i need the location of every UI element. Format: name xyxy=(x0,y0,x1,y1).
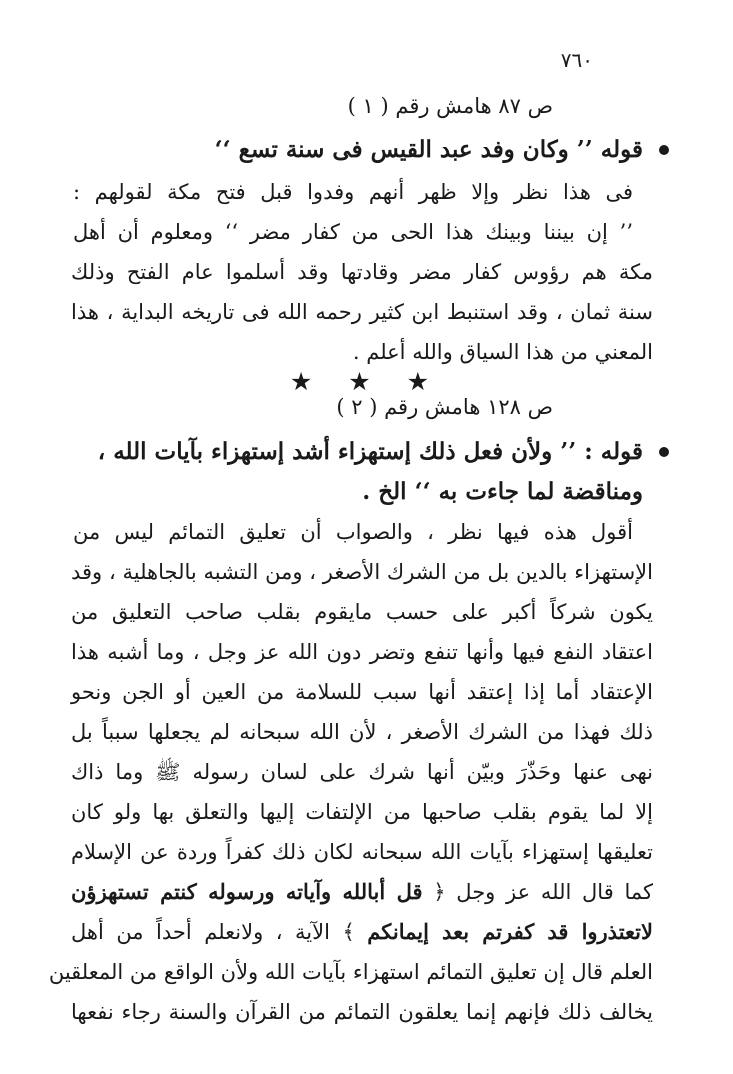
section2-quote-line1: قوله : ’’ ولأن فعل ذلك إستهزاء أشد إستهزاء بآيات الله ، xyxy=(97,438,643,465)
verse-suffix: ﴾ الآية ، ولانعلم أحداً من أهل xyxy=(71,920,355,944)
section2-quote-line2: ومناقضة لما جاءت به ‘‘ الخ . xyxy=(362,478,643,505)
section2-line: الإستهزاء بالدين بل من الشرك الأصغر ، ومن التشبه بالجاهلية ، وقد xyxy=(71,560,653,584)
verse-line-1 xyxy=(71,872,653,912)
section1-quote-text: قوله ’’ وكان وفد عبد القيس فى سنة تسع ‘‘ xyxy=(214,136,643,163)
section2-line: اعتقاد النفع فيها وأنها تنفع وتضر دون الله عز وجل ، وما أشبه هذا xyxy=(71,640,653,664)
section2-line: العلم قال إن تعليق التمائم استهزاء بآيات الله ولأن الواقع من المعلقين xyxy=(48,960,653,984)
section2-quote-continued xyxy=(73,472,643,512)
verse-text-bold: لاتعتذروا قد كفرتم بعد إيمانكم xyxy=(367,919,653,944)
verse-line-2 xyxy=(71,912,653,952)
page-number: ٧٦٠ xyxy=(560,48,593,72)
section1-line: ’’ إن بيننا وبينك هذا الحى من كفار مضر ‘‘ ومعلوم أن أهل xyxy=(73,220,633,244)
section2-line: إلا لما يقوم بقلب صاحبها من الإلتفات إليها والتعلق بها ولو كان xyxy=(71,800,653,824)
section2-line: نهى عنها وحَذّرَ وبيّن أنها شرك على لسان رسوله ﷺ وما ذاك xyxy=(71,760,653,784)
section1-quote xyxy=(73,130,643,170)
bullet-icon xyxy=(659,447,669,457)
section2-line: تعليقها إستهزاء بآيات الله سبحانه لكان ذلك كفراً وردة عن الإسلام xyxy=(71,840,653,864)
section2-reference: ص ١٢٨ هامش رقم ( ٢ ) xyxy=(336,395,553,419)
section2-line: أقول هذه فيها نظر ، والصواب أن تعليق التمائم ليس من xyxy=(73,520,633,544)
section1-line: مكة هم رؤوس كفار مضر وقادتها وقد أسلموا عام الفتح وذلك xyxy=(71,260,653,284)
section2-line: الإعتقاد أما إذا إعتقد أنها سبب للسلامة من العين أو الجن ونحو xyxy=(71,680,653,704)
section1-line: فى هذا نظر وإلا ظهر أنهم وفدوا قبل فتح مكة لقولهم : xyxy=(73,180,633,204)
verse-text-bold: قل أبالله وآياته ورسوله كنتم تستهزؤن xyxy=(71,879,423,904)
section2-quote xyxy=(73,432,643,472)
section1-line: سنة ثمان ، وقد استنبط ابن كثير رحمه الله فى تاريخه البداية ، هذا xyxy=(71,300,653,324)
section1-line: المعني من هذا السياق والله أعلم . xyxy=(352,340,653,364)
section2-line: ذلك فهذا من الشرك الأصغر ، لأن الله سبحانه لم يجعلها سبباً بل xyxy=(71,720,653,744)
section2-line: يكون شركاً أكبر على حسب مايقوم بقلب صاحب التعليق من xyxy=(71,600,653,624)
verse-prefix: كما قال الله عز وجل ﴿ xyxy=(433,880,653,904)
section2-line: يخالف ذلك فإنهم إنما يعلقون التمائم من القرآن والسنة رجاء نفعها xyxy=(71,1000,653,1024)
section-separator: ★ ★ ★ xyxy=(289,367,444,396)
section1-reference: ص ٨٧ هامش رقم ( ١ ) xyxy=(347,94,553,118)
bullet-icon xyxy=(659,145,669,155)
